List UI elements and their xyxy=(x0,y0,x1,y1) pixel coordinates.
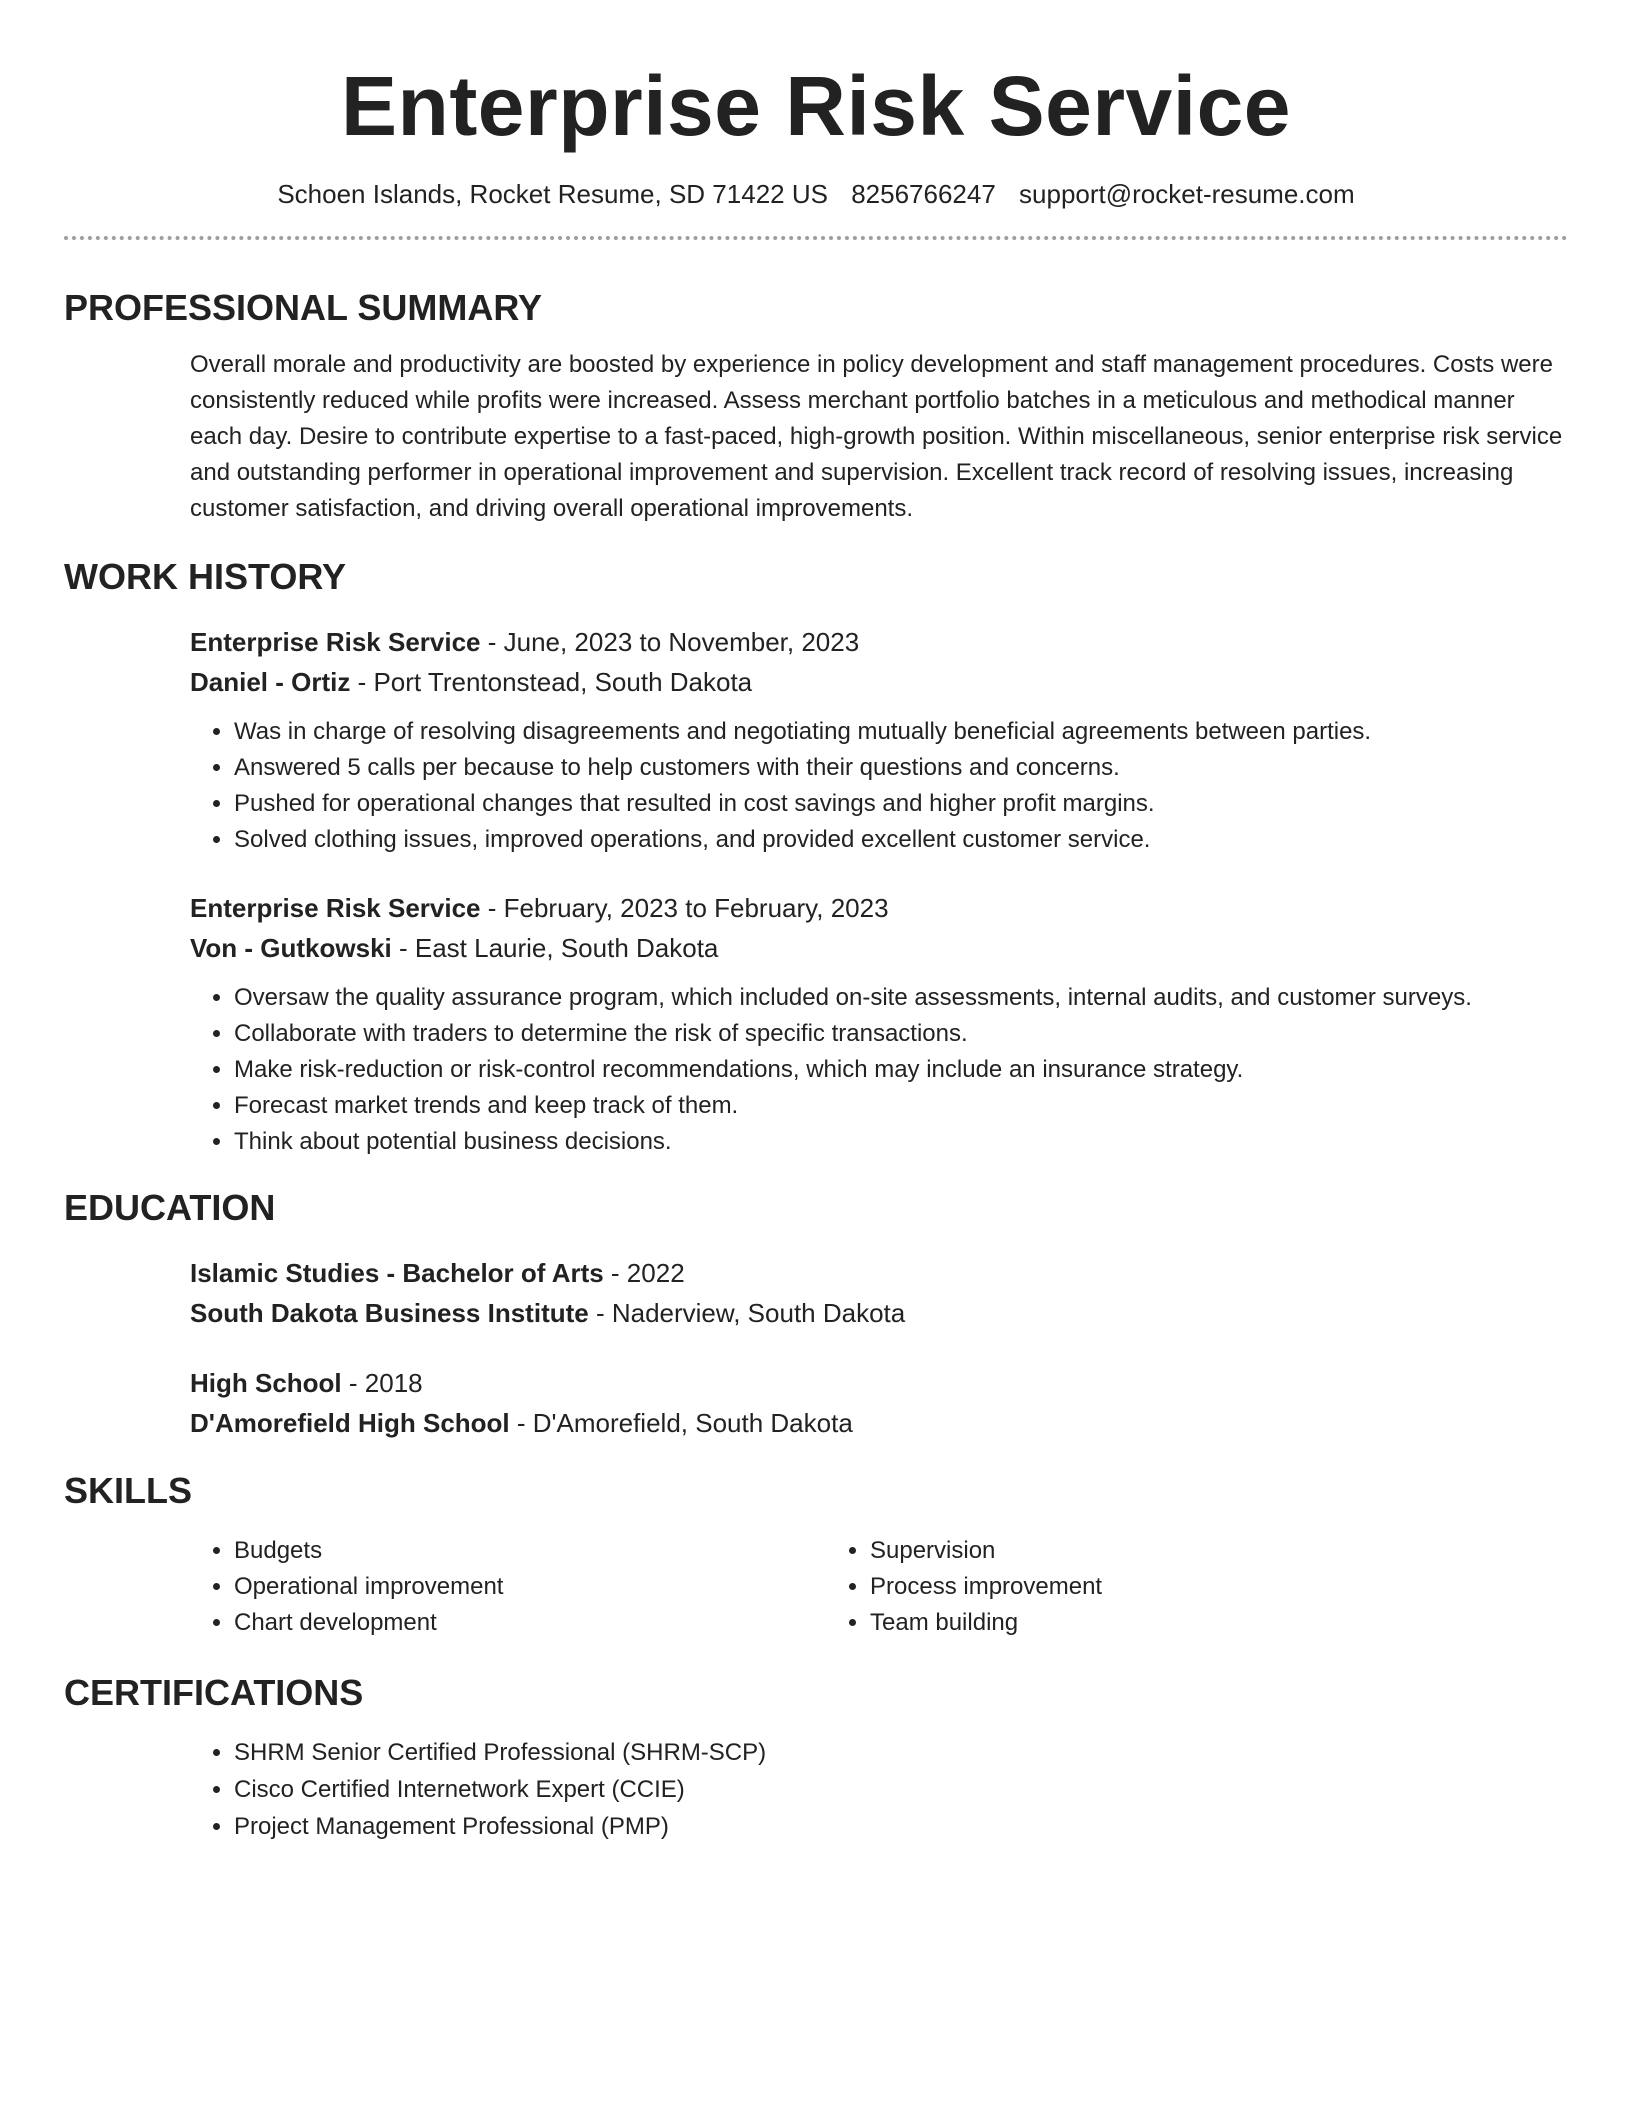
summary-body xyxy=(64,347,1568,527)
education-year: - 2022 xyxy=(603,1258,685,1289)
work-history-section xyxy=(64,555,1568,1160)
job-bullet: • Forecast market trends and keep track of them. xyxy=(234,1088,1568,1124)
summary-section xyxy=(64,286,1568,527)
certifications-list xyxy=(190,1734,1568,1845)
job-bullet: • Make risk-reduction or risk-control recommendations, which may include an insurance strategy. xyxy=(234,1052,1568,1088)
summary-title: PROFESSIONAL SUMMARY xyxy=(64,286,543,328)
job-dates: - February, 2023 to February, 2023 xyxy=(480,893,889,924)
education-entry xyxy=(190,1253,1568,1333)
work-history-body xyxy=(64,622,1568,1160)
work-history-title: WORK HISTORY xyxy=(64,555,347,597)
education-degree: High School xyxy=(190,1368,342,1399)
job-bullet: • Answered 5 calls per because to help customers with their questions and concerns. xyxy=(234,750,1568,786)
skill-item: • Chart development xyxy=(234,1605,826,1641)
skills-list-right xyxy=(826,1533,1462,1641)
skills-list-left xyxy=(190,1533,826,1641)
education-school-line xyxy=(190,1403,1568,1443)
education-school: South Dakota Business Institute xyxy=(190,1298,589,1329)
education-location: - D'Amorefield, South Dakota xyxy=(509,1408,853,1439)
job-role: Enterprise Risk Service xyxy=(190,627,481,658)
skill-item: • Operational improvement xyxy=(234,1569,826,1605)
contact-phone: 8256766247 xyxy=(851,178,996,209)
certification-item: • Project Management Professional (PMP) xyxy=(234,1808,1568,1845)
job-location: - East Laurie, South Dakota xyxy=(391,933,719,964)
job-bullets xyxy=(190,980,1568,1160)
summary-text: Overall morale and productivity are boosted by experience in policy development and staff management procedures. Costs were consistently reduced while profits were increased. Assess merchant portfolio batches in a meticulous and methodical manner each day. Desire to contribute expertise to a fast-paced, high-growth position. Within miscellaneous, senior enterprise risk service and outstanding performer in operational improvement and supervision. Excellent track record of resolving issues, increasing customer satisfaction, and driving overall operational improvements. xyxy=(190,350,1563,522)
education-degree-line xyxy=(190,1253,1568,1293)
contact-email: support@rocket-resume.com xyxy=(1019,178,1355,209)
job-bullet: • Oversaw the quality assurance program, which included on-site assessments, internal audits, and customer surveys. xyxy=(234,980,1568,1016)
job-bullets xyxy=(190,714,1568,858)
skill-item: • Supervision xyxy=(870,1533,1462,1569)
job-bullet: • Was in charge of resolving disagreements and negotiating mutually beneficial agreements between parties. xyxy=(234,714,1568,750)
job-role: Enterprise Risk Service xyxy=(190,893,481,924)
education-year: - 2018 xyxy=(341,1368,423,1399)
header-divider xyxy=(64,236,1568,240)
contact-line xyxy=(64,179,1568,210)
job-bullet: • Collaborate with traders to determine the risk of specific transactions. xyxy=(234,1016,1568,1052)
contact-address: Schoen Islands, Rocket Resume, SD 71422 US xyxy=(277,178,828,209)
job-employer-line xyxy=(190,662,1568,702)
education-degree: Islamic Studies - Bachelor of Arts xyxy=(190,1258,604,1289)
candidate-name: Enterprise Risk Service xyxy=(340,59,1292,153)
job-title-line xyxy=(190,622,1568,662)
education-school-line xyxy=(190,1293,1568,1333)
job-dates: - June, 2023 to November, 2023 xyxy=(480,627,860,658)
job-location: - Port Trentonstead, South Dakota xyxy=(350,667,753,698)
education-body xyxy=(64,1253,1568,1443)
skill-item: • Process improvement xyxy=(870,1569,1462,1605)
education-location: - Naderview, South Dakota xyxy=(588,1298,906,1329)
job-entry xyxy=(190,622,1568,858)
certification-item: • SHRM Senior Certified Professional (SHRM-SCP) xyxy=(234,1734,1568,1771)
certifications-section xyxy=(64,1671,1568,1845)
skills-section xyxy=(64,1469,1568,1640)
job-employer-line xyxy=(190,928,1568,968)
skill-item: • Team building xyxy=(870,1605,1462,1641)
education-title: EDUCATION xyxy=(64,1187,276,1229)
skills-title: SKILLS xyxy=(64,1470,193,1512)
job-employer: Von - Gutkowski xyxy=(190,933,392,964)
certifications-body xyxy=(64,1734,1568,1845)
education-section xyxy=(64,1186,1568,1443)
certification-item: • Cisco Certified Internetwork Expert (CCIE) xyxy=(234,1771,1568,1808)
job-bullet: • Solved clothing issues, improved operations, and provided excellent customer service. xyxy=(234,822,1568,858)
education-entry xyxy=(190,1363,1568,1443)
job-bullet: • Think about potential business decisions. xyxy=(234,1124,1568,1160)
skills-grid xyxy=(64,1533,1568,1641)
skill-item: • Budgets xyxy=(234,1533,826,1569)
education-degree-line xyxy=(190,1363,1568,1403)
job-entry xyxy=(190,888,1568,1160)
job-bullet: • Pushed for operational changes that resulted in cost savings and higher profit margins. xyxy=(234,786,1568,822)
certifications-title: CERTIFICATIONS xyxy=(64,1671,364,1713)
education-school: D'Amorefield High School xyxy=(190,1408,510,1439)
job-title-line xyxy=(190,888,1568,928)
job-employer: Daniel - Ortiz xyxy=(190,667,351,698)
resume-header xyxy=(64,0,1568,240)
